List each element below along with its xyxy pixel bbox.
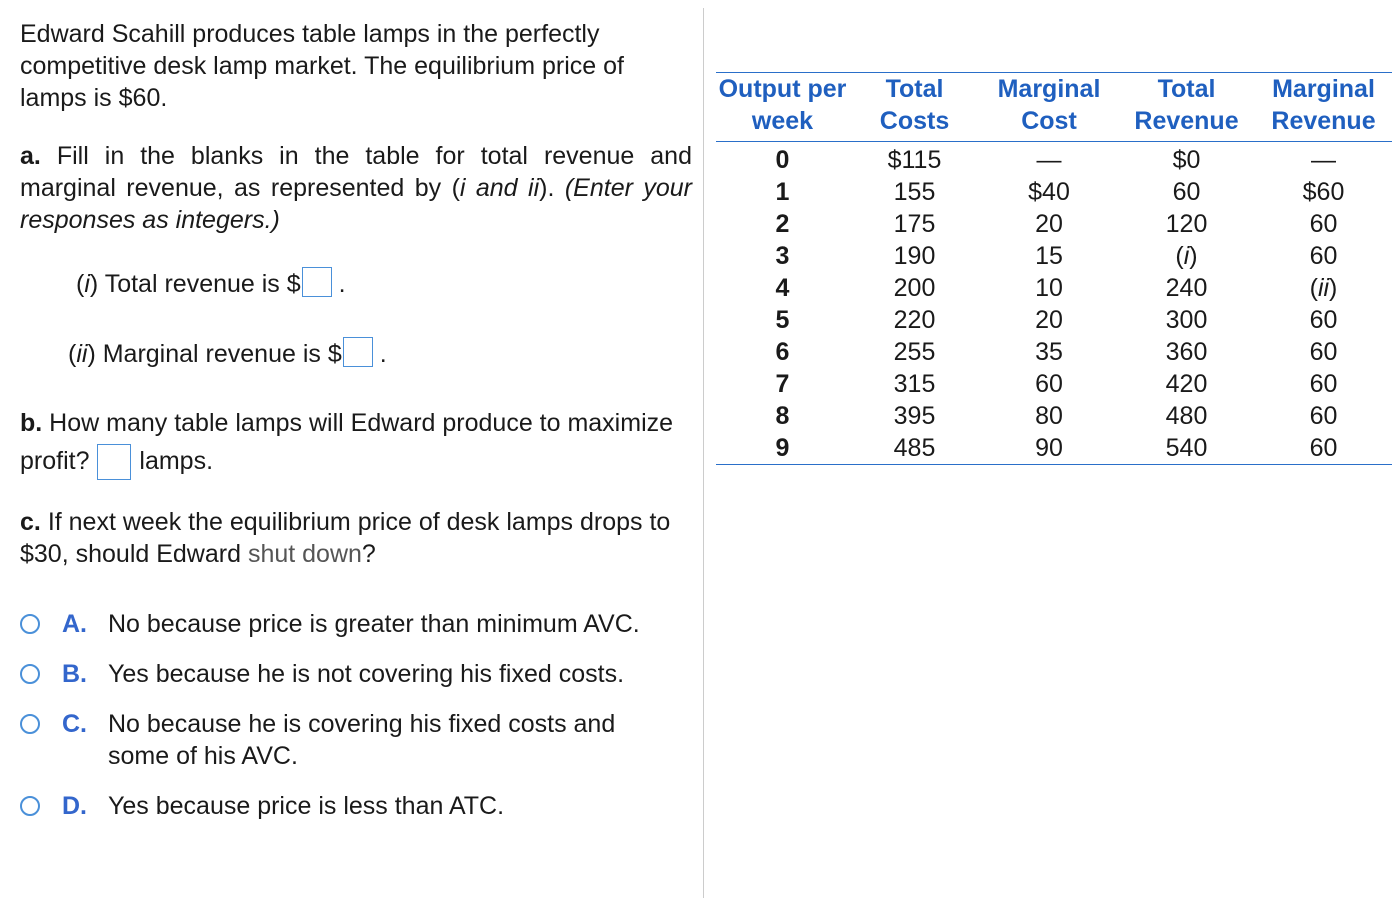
part-a-i-and-ii: i and ii bbox=[459, 174, 540, 202]
table-row bbox=[716, 336, 1392, 368]
table-cell: 1 bbox=[775, 178, 790, 206]
table-cell: $115 bbox=[887, 146, 942, 174]
table-cell: 175 bbox=[893, 210, 936, 238]
table-cell: 8 bbox=[775, 402, 790, 430]
part-a-instruction: (Enter your responses as integers.) bbox=[20, 174, 693, 234]
table-cell: 255 bbox=[893, 338, 936, 366]
option-b[interactable] bbox=[20, 658, 668, 690]
table-cell: 7 bbox=[775, 370, 790, 398]
table-cell: 485 bbox=[893, 434, 936, 462]
period: . bbox=[338, 270, 346, 298]
table-cell: $40 bbox=[1028, 178, 1070, 206]
table-row bbox=[716, 400, 1392, 432]
table-cell: 20 bbox=[1035, 306, 1063, 334]
part-a-label: a. bbox=[20, 142, 41, 170]
option-b-letter: B. bbox=[62, 660, 87, 688]
header-total-revenue: Total Revenue bbox=[1134, 75, 1239, 135]
data-table bbox=[716, 72, 1392, 465]
table-header-row bbox=[716, 73, 1392, 142]
option-b-text: Yes because he is not covering his fixed costs. bbox=[108, 660, 625, 688]
table-cell: 60 bbox=[1309, 210, 1338, 238]
total-revenue-prompt bbox=[76, 268, 346, 300]
table-cell: 20 bbox=[1035, 210, 1063, 238]
table-cell: (i) bbox=[1175, 242, 1198, 270]
part-b-text-2: lamps. bbox=[139, 447, 214, 475]
table-cell: 60 bbox=[1172, 178, 1201, 206]
table-cell: 6 bbox=[775, 338, 790, 366]
table-cell: 300 bbox=[1165, 306, 1208, 334]
table-row bbox=[716, 272, 1392, 304]
table-cell: 540 bbox=[1165, 434, 1208, 462]
option-d-text: Yes because price is less than ATC. bbox=[108, 792, 505, 820]
table-cell: 2 bbox=[775, 210, 790, 238]
part-b-text-1: How many table lamps will Edward produce to maximize profit? bbox=[20, 409, 674, 475]
table-cell: 395 bbox=[893, 402, 936, 430]
option-a-text: No because price is greater than minimum AVC. bbox=[108, 610, 640, 638]
panel-divider bbox=[703, 8, 704, 898]
part-a-text-1: Fill in the blanks in the table for total revenue and marginal revenue, as represented by ( bbox=[20, 142, 692, 202]
table-cell: 60 bbox=[1309, 242, 1338, 270]
table-cell: 220 bbox=[893, 306, 936, 334]
table-cell: — bbox=[1311, 146, 1336, 174]
paren-open: ( bbox=[76, 270, 85, 298]
option-c[interactable] bbox=[20, 708, 648, 772]
part-c-text-2: ? bbox=[361, 540, 376, 568]
table-cell: 60 bbox=[1309, 370, 1338, 398]
table-cell: 190 bbox=[893, 242, 936, 270]
radio-option-a[interactable] bbox=[20, 614, 40, 634]
table-body bbox=[716, 142, 1392, 465]
header-total-costs: Total Costs bbox=[879, 75, 950, 135]
part-b-text bbox=[20, 404, 680, 480]
table-cell: 9 bbox=[775, 434, 790, 462]
table-cell: $0 bbox=[1172, 146, 1201, 174]
radio-option-b[interactable] bbox=[20, 664, 40, 684]
header-marginal-cost: Marginal Cost bbox=[997, 75, 1101, 135]
table-cell: 80 bbox=[1035, 402, 1063, 430]
paren-open: ( bbox=[68, 340, 77, 368]
part-b-label: b. bbox=[20, 409, 43, 437]
table-row bbox=[716, 176, 1392, 208]
table-cell: 90 bbox=[1035, 434, 1063, 462]
table-row bbox=[716, 368, 1392, 400]
shut-down-term-link[interactable]: shut down bbox=[247, 540, 362, 568]
option-d[interactable] bbox=[20, 790, 668, 822]
table-cell: 360 bbox=[1165, 338, 1208, 366]
table-row bbox=[716, 304, 1392, 336]
table-row bbox=[716, 208, 1392, 240]
option-a[interactable] bbox=[20, 608, 668, 640]
table-cell: 3 bbox=[775, 242, 790, 270]
table-cell: 60 bbox=[1309, 306, 1338, 334]
table-cell: (ii) bbox=[1309, 274, 1338, 302]
header-marginal-revenue: Marginal Revenue bbox=[1271, 75, 1376, 135]
table-cell: 60 bbox=[1309, 402, 1338, 430]
radio-option-d[interactable] bbox=[20, 796, 40, 816]
table-cell: 60 bbox=[1035, 370, 1063, 398]
table-cell: 0 bbox=[775, 146, 790, 174]
option-d-letter: D. bbox=[62, 792, 87, 820]
marginal-revenue-input[interactable] bbox=[343, 337, 373, 367]
table-cell: 155 bbox=[893, 178, 936, 206]
table-cell: 120 bbox=[1165, 210, 1208, 238]
table-cell: 35 bbox=[1035, 338, 1063, 366]
table-cell: 315 bbox=[893, 370, 936, 398]
table-cell: 60 bbox=[1309, 434, 1338, 462]
option-c-text: No because he is covering his fixed costs and some of his AVC. bbox=[108, 710, 616, 770]
option-c-letter: C. bbox=[62, 710, 87, 738]
question-intro: Edward Scahill produces table lamps in the perfectly competitive desk lamp market. The equilibrium price of lamps is $60. bbox=[20, 20, 624, 112]
marginal-revenue-prompt bbox=[68, 338, 387, 370]
table-cell: 480 bbox=[1165, 402, 1208, 430]
table-cell: 15 bbox=[1035, 242, 1063, 270]
cost-revenue-table bbox=[716, 72, 1392, 465]
table-cell: 60 bbox=[1309, 338, 1338, 366]
table-cell: 240 bbox=[1165, 274, 1208, 302]
table-cell: — bbox=[1036, 146, 1062, 174]
option-a-letter: A. bbox=[62, 610, 87, 638]
table-cell: 200 bbox=[893, 274, 936, 302]
table-cell: 10 bbox=[1035, 274, 1063, 302]
part-c-text bbox=[20, 506, 692, 570]
total-revenue-label: ) Total revenue is $ bbox=[89, 270, 301, 298]
part-c-label: c. bbox=[20, 508, 41, 536]
part-a-text bbox=[20, 140, 692, 236]
period: . bbox=[379, 340, 387, 368]
table-cell: 420 bbox=[1165, 370, 1208, 398]
table-cell: $60 bbox=[1302, 178, 1345, 206]
table-cell: 5 bbox=[775, 306, 790, 334]
table-row bbox=[716, 432, 1392, 465]
lamps-quantity-input[interactable] bbox=[97, 444, 131, 480]
part-a-text-2: ). bbox=[539, 174, 565, 202]
marginal-revenue-label: ) Marginal revenue is $ bbox=[87, 340, 342, 368]
table-cell: 4 bbox=[775, 274, 790, 302]
table-row bbox=[716, 142, 1392, 177]
radio-option-c[interactable] bbox=[20, 714, 40, 734]
total-revenue-input[interactable] bbox=[302, 267, 332, 297]
part-c-text-1: If next week the equilibrium price of desk lamps drops to $30, should Edward bbox=[20, 508, 671, 568]
roman-i: i bbox=[84, 270, 90, 298]
table-row bbox=[716, 240, 1392, 272]
header-output: Output per week bbox=[718, 75, 847, 135]
roman-ii: ii bbox=[76, 340, 88, 368]
